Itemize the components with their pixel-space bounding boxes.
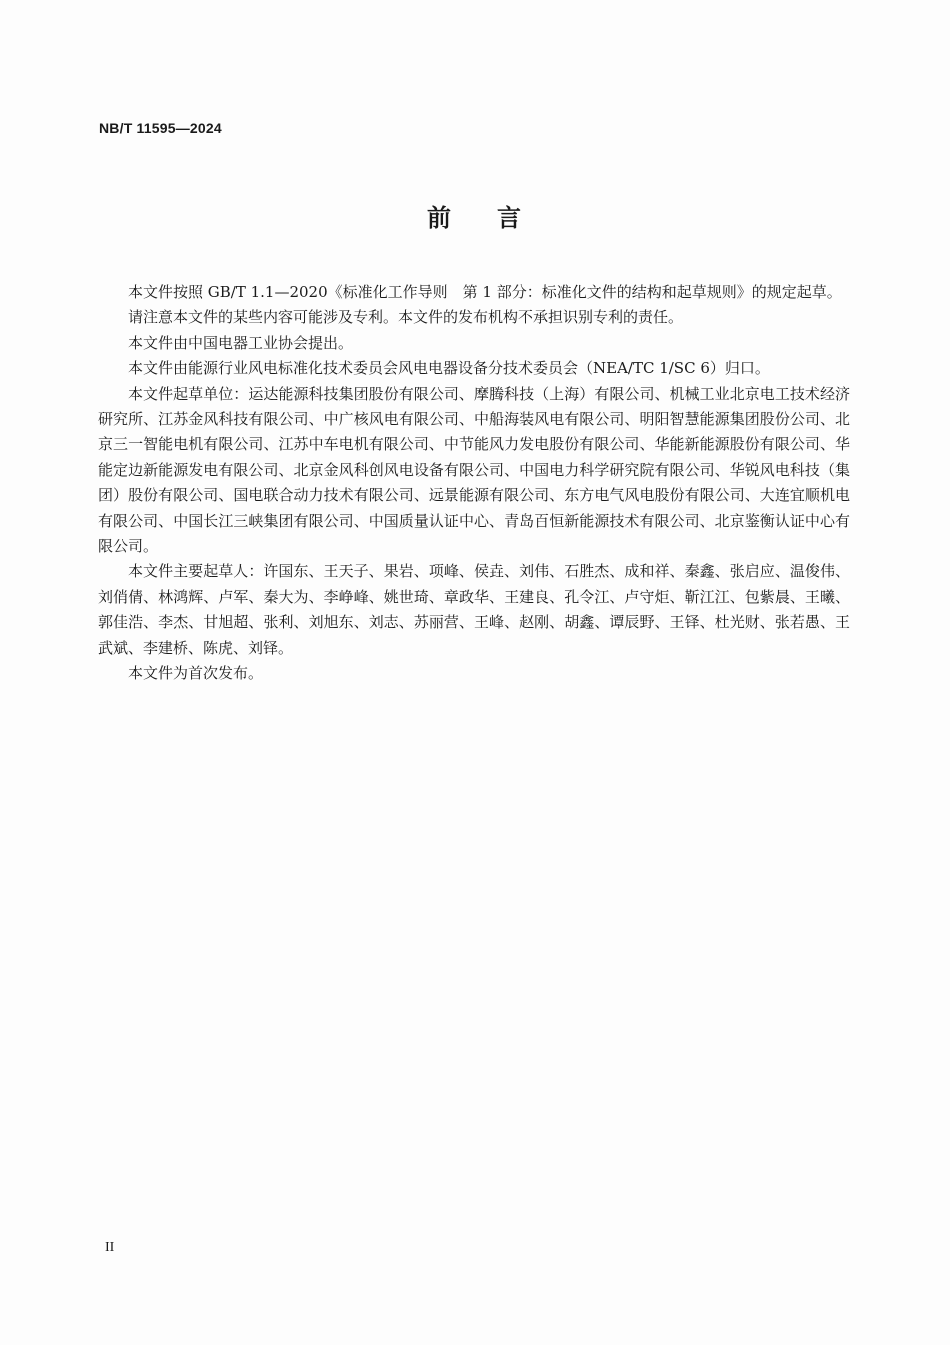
page-title — [0, 198, 950, 233]
title-char-1: 前 — [427, 204, 453, 232]
paragraph-drafting-units: 本文件起草单位：运达能源科技集团股份有限公司、摩腾科技（上海）有限公司、机械工业北京电工技术经济研究所、江苏金风科技有限公司、中广核风电有限公司、中船海装风电有限公司、明阳智慧能源集团股份公司、北京三一智能电机有限公司、江苏中车电机有限公司、中节能风力发电股份有限公司、华能新能源股份有限公司、华能定边新能源发电有限公司、北京金风科创风电设备有限公司、中国电力科学研究院有限公司、华锐风电科技（集团）股份有限公司、国电联合动力技术有限公司、远景能源有限公司、东方电气风电股份有限公司、大连宜顺机电有限公司、中国长江三峡集团有限公司、中国质量认证中心、青岛百恒新能源技术有限公司、北京鉴衡认证中心有限公司。 — [98, 384, 850, 556]
foreword-body — [98, 280, 850, 687]
paragraph-first-release: 本文件为首次发布。 — [128, 664, 264, 683]
paragraph-drafters: 本文件主要起草人：许国东、王天子、果岩、项峰、侯垚、刘伟、石胜杰、成和祥、秦鑫、张启应、温俊伟、刘俏倩、林鸿辉、卢军、秦大为、李峥峰、姚世琦、章政华、王建良、孔令江、卢守炬、靳江江、包紫晨、王曦、郭佳浩、李杰、甘旭超、张利、刘旭东、刘志、苏丽营、王峰、赵刚、胡鑫、谭辰野、王铎、杜光财、张若愚、王武斌、李建桥、陈虎、刘铎。 — [98, 562, 850, 657]
paragraph-patent-notice: 请注意本文件的某些内容可能涉及专利。本文件的发布机构不承担识别专利的责任。 — [128, 308, 684, 327]
standard-code: NB/T 11595—2024 — [99, 120, 222, 136]
paragraph-proposer: 本文件由中国电器工业协会提出。 — [128, 333, 354, 352]
paragraph-drafting-rules: 本文件按照 GB/T 1.1—2020《标准化工作导则 第 1 部分：标准化文件的结构和起草规则》的规定起草。 — [128, 283, 842, 301]
page-number: II — [105, 1240, 115, 1255]
paragraph-committee: 本文件由能源行业风电标准化技术委员会风电电器设备分技术委员会（NEA/TC 1/SC 6）归口。 — [128, 359, 770, 378]
title-char-2: 言 — [497, 204, 523, 232]
